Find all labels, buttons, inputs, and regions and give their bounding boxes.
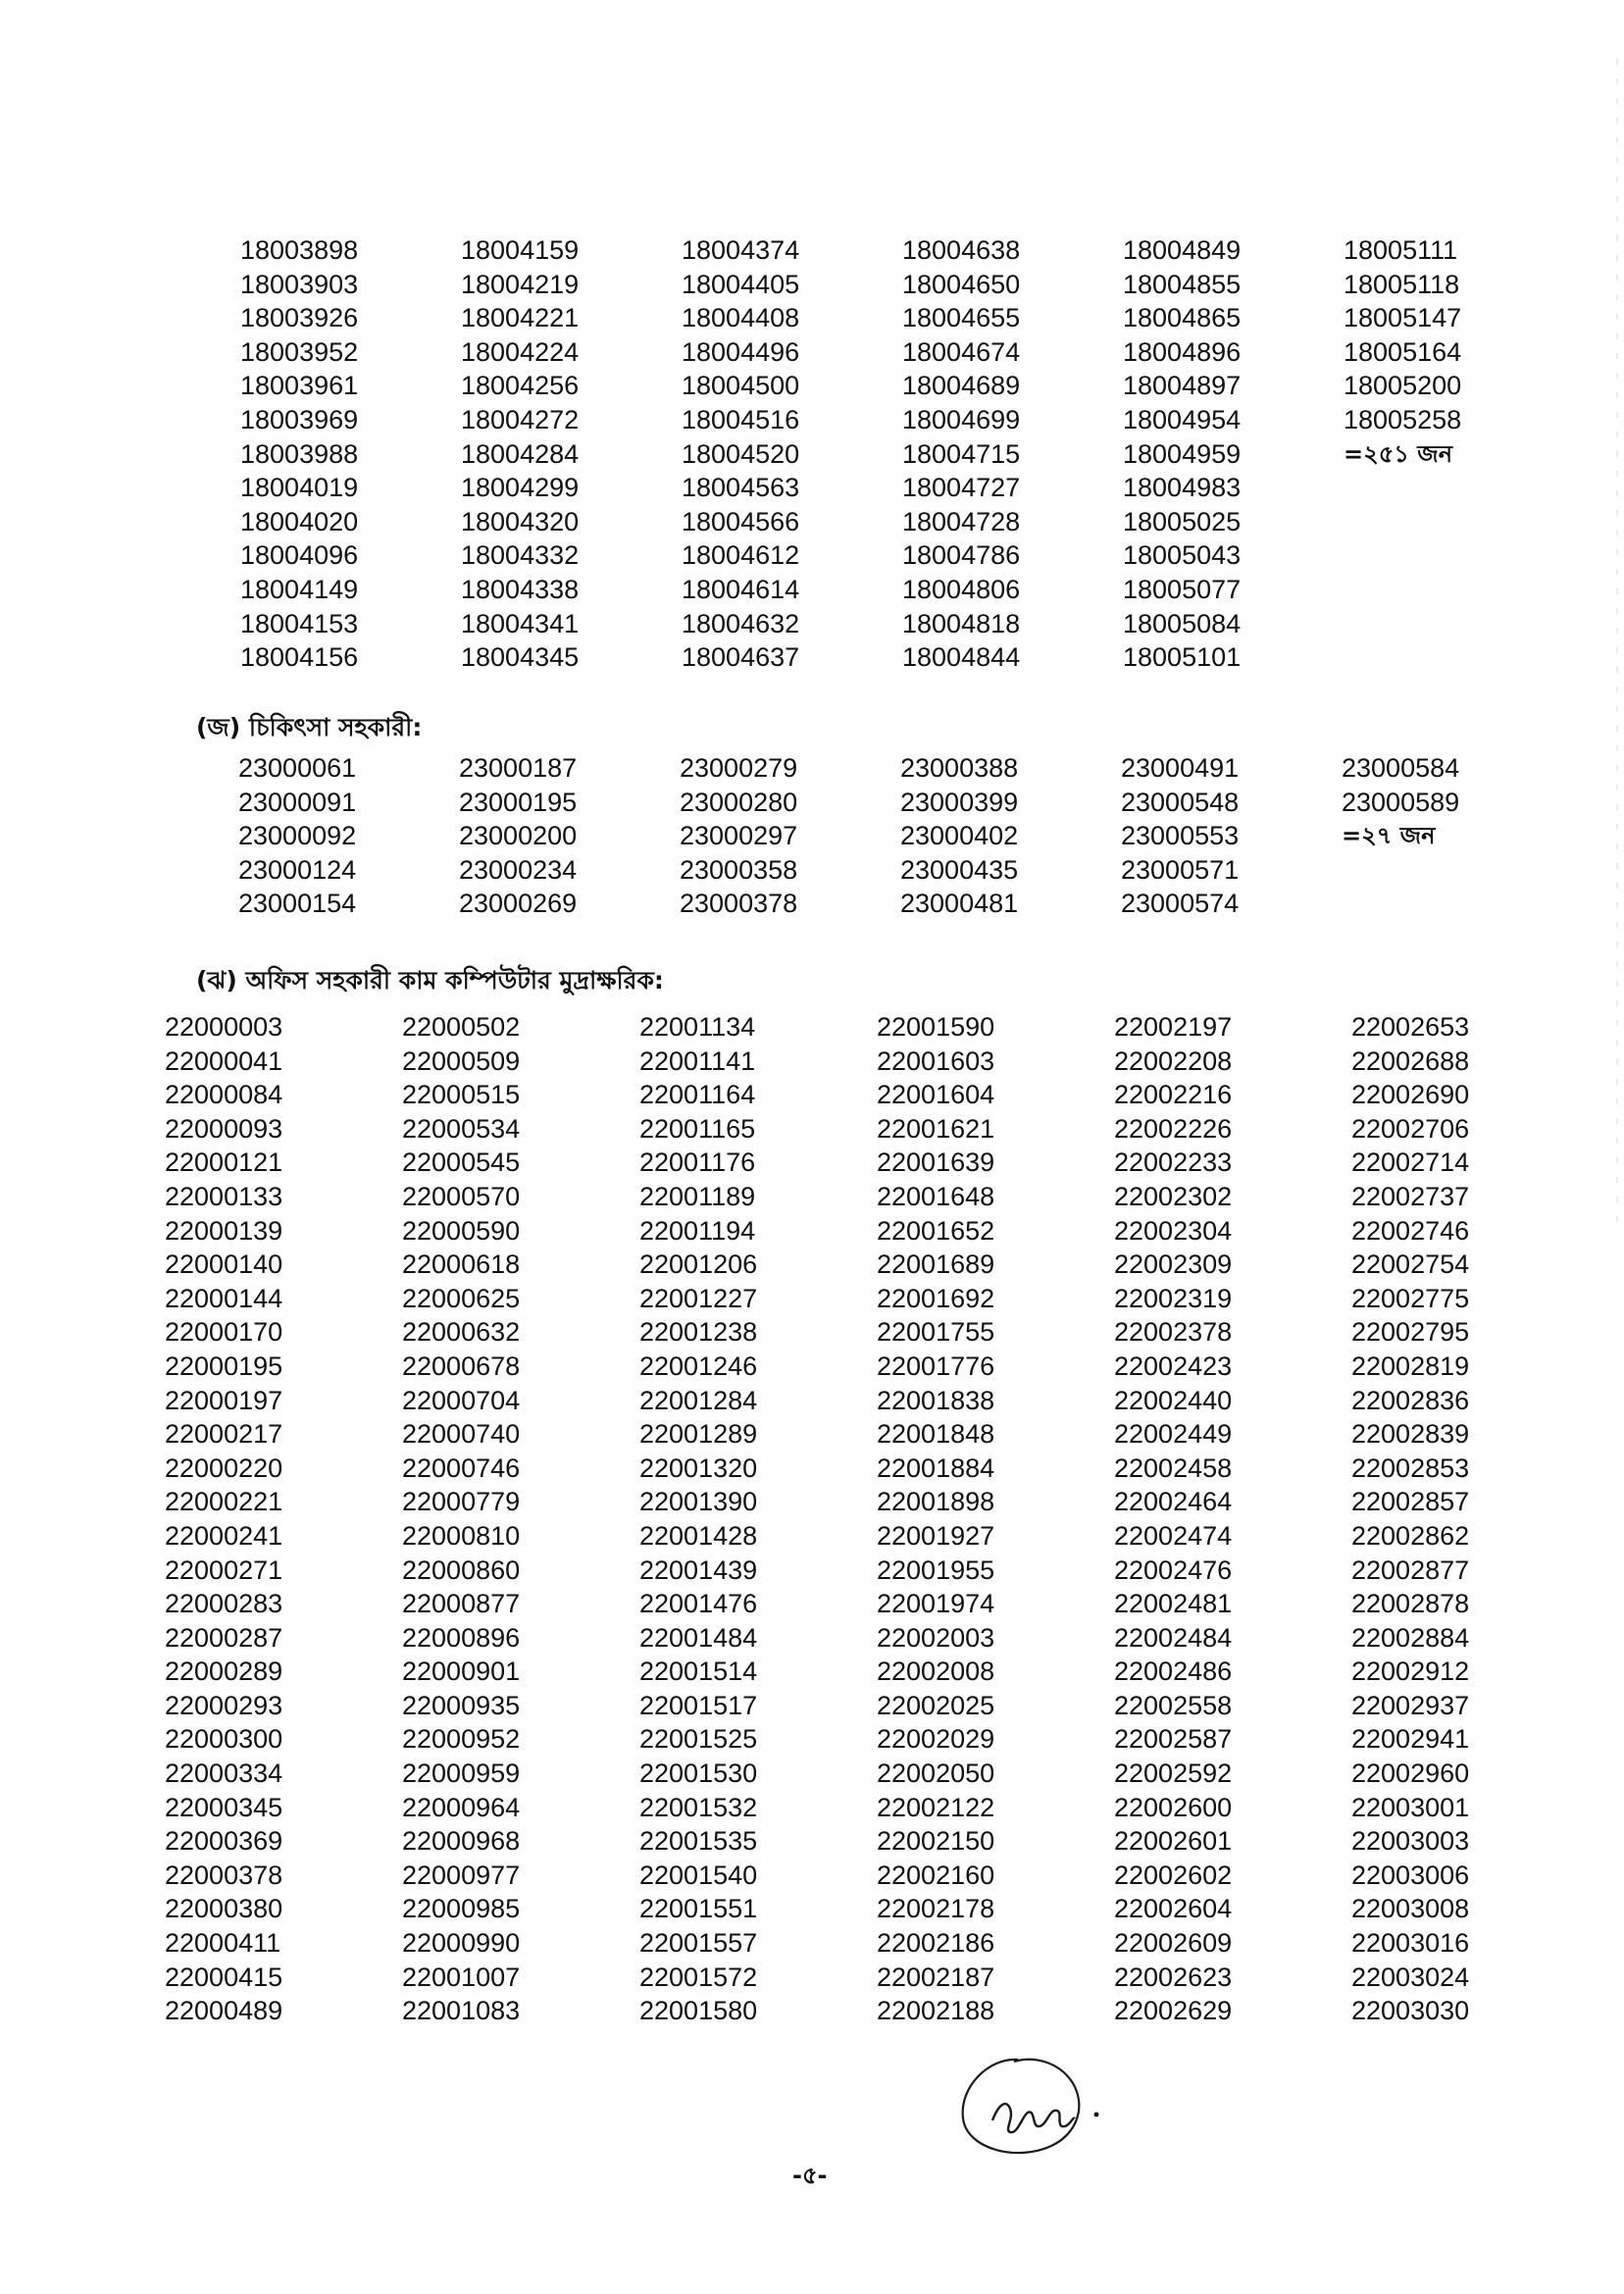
- roll-number-cell: 18004612: [682, 540, 800, 571]
- roll-number-cell: 23000234: [459, 854, 578, 885]
- roll-number-cell: 22002592: [1114, 1759, 1233, 1789]
- roll-number-cell: 22002440: [1114, 1385, 1233, 1415]
- roll-number-cell: 22000964: [402, 1792, 521, 1822]
- roll-number-cell: 22001189: [639, 1181, 756, 1211]
- roll-number-cell: 22001974: [877, 1589, 995, 1619]
- roll-number-cell: 22000935: [402, 1690, 521, 1720]
- roll-number-cell: 22001551: [639, 1894, 758, 1924]
- roll-number-cell: 22001572: [639, 1962, 758, 1992]
- roll-number-cell: 18004566: [682, 506, 800, 536]
- roll-number-cell: 23000435: [900, 854, 1019, 885]
- roll-number-cell: 22002150: [877, 1826, 995, 1857]
- roll-number-cell: 22000901: [402, 1657, 521, 1687]
- roll-number-cell: 22000287: [165, 1622, 283, 1653]
- roll-number-grid-1: [240, 233, 1500, 675]
- roll-number-cell: 22002601: [1114, 1826, 1233, 1857]
- roll-number-cell: 22002688: [1351, 1045, 1470, 1076]
- roll-number-cell: 23000187: [459, 753, 578, 783]
- roll-number-cell: 23000548: [1121, 787, 1240, 817]
- roll-number-cell: 22002775: [1351, 1283, 1470, 1313]
- roll-number-cell: 22002160: [877, 1860, 995, 1890]
- roll-number-cell: 22002653: [1351, 1012, 1470, 1042]
- roll-number-cell: 22001590: [877, 1012, 995, 1042]
- roll-number-cell: 22001652: [877, 1215, 995, 1246]
- roll-number-cell: 22001284: [639, 1385, 758, 1415]
- roll-number-cell: 18004159: [461, 235, 580, 265]
- roll-number-cell: 22000220: [165, 1453, 283, 1483]
- roll-number-cell: 23000589: [1342, 787, 1460, 817]
- roll-number-cell: 22001164: [639, 1080, 756, 1110]
- roll-number-cell: 22002481: [1114, 1589, 1233, 1619]
- roll-number-cell: 22000545: [402, 1147, 521, 1178]
- empty-cell: [1344, 538, 1500, 573]
- roll-number-cell: 22000515: [402, 1080, 521, 1110]
- roll-number-cell: 18005164: [1344, 336, 1462, 367]
- roll-number-cell: 22000334: [165, 1759, 283, 1789]
- roll-number-cell: 18004637: [682, 642, 800, 673]
- roll-number-cell: 18004806: [902, 574, 1021, 604]
- roll-number-cell: 22000632: [402, 1317, 521, 1348]
- roll-number-cell: 22002836: [1351, 1385, 1470, 1415]
- roll-number-cell: 22000509: [402, 1045, 521, 1076]
- roll-number-cell: 23000269: [459, 889, 578, 919]
- roll-number-cell: 22002600: [1114, 1792, 1233, 1822]
- roll-number-cell: 23000279: [680, 753, 798, 783]
- roll-number-cell: 22001580: [639, 1996, 758, 2026]
- roll-number-cell: 22002464: [1114, 1487, 1233, 1517]
- roll-number-cell: 18004345: [461, 642, 580, 673]
- roll-number-cell: 22002602: [1114, 1860, 1233, 1890]
- roll-number-cell: 18003961: [240, 371, 359, 401]
- roll-number-cell: 22001838: [877, 1385, 995, 1415]
- roll-number-cell: 23000195: [459, 787, 578, 817]
- roll-number-cell: 23000200: [459, 821, 578, 851]
- roll-number-cell: 22001532: [639, 1792, 758, 1822]
- roll-number-cell: 18004153: [240, 608, 359, 638]
- roll-number-cell: 22001320: [639, 1453, 758, 1483]
- roll-number-cell: 18004896: [1123, 336, 1242, 367]
- roll-number-cell: 18004516: [682, 404, 800, 434]
- roll-number-cell: 22000570: [402, 1181, 521, 1211]
- roll-number-cell: 22000810: [402, 1520, 521, 1551]
- roll-number-cell: 22002839: [1351, 1419, 1470, 1450]
- roll-number-cell: 22000293: [165, 1690, 283, 1720]
- roll-number-cell: 22000300: [165, 1724, 283, 1755]
- roll-number-cell: 22002476: [1114, 1555, 1233, 1585]
- roll-number-cell: 22001927: [877, 1520, 995, 1551]
- roll-number-cell: 18004299: [461, 473, 580, 503]
- roll-number-cell: 18004954: [1123, 404, 1242, 434]
- roll-number-cell: 18004332: [461, 540, 580, 571]
- roll-number-cell: 22000378: [165, 1860, 283, 1890]
- roll-number-cell: 22000415: [165, 1962, 283, 1992]
- roll-number-cell: 22002878: [1351, 1589, 1470, 1619]
- roll-number-cell: 22001848: [877, 1419, 995, 1450]
- roll-number-cell: 22000779: [402, 1487, 521, 1517]
- roll-number-cell: 18004638: [902, 235, 1021, 265]
- empty-cell: [1342, 853, 1498, 888]
- roll-number-cell: 18004520: [682, 438, 800, 469]
- empty-cell: [1342, 887, 1498, 921]
- roll-number-cell: 22001692: [877, 1283, 995, 1313]
- roll-number-cell: 18003969: [240, 404, 359, 434]
- roll-number-cell: 22002188: [877, 1996, 995, 2026]
- roll-number-cell: 22000977: [402, 1860, 521, 1890]
- roll-number-cell: 22001514: [639, 1657, 758, 1687]
- roll-number-cell: 22002884: [1351, 1622, 1470, 1653]
- roll-number-cell: 22000411: [165, 1928, 281, 1959]
- roll-number-cell: 22000990: [402, 1928, 521, 1959]
- roll-number-cell: 22000489: [165, 1996, 283, 2026]
- roll-number-cell: 22001776: [877, 1351, 995, 1381]
- roll-number-cell: 22000289: [165, 1657, 283, 1687]
- roll-number-cell: 22001535: [639, 1826, 758, 1857]
- roll-number-cell: 22001083: [402, 1996, 521, 2026]
- roll-number-cell: 22002050: [877, 1759, 995, 1789]
- roll-number-cell: 22002746: [1351, 1215, 1470, 1246]
- roll-number-cell: 22001604: [877, 1080, 995, 1110]
- roll-number-cell: 22002008: [877, 1657, 995, 1687]
- section-total: =২৫১ জন: [1344, 439, 1453, 468]
- roll-number-cell: 18005118: [1344, 269, 1460, 299]
- section-heading-office-assistant: (ঝ) অফিস সহকারী কাম কম্পিউটার মুদ্রাক্ষরিক:: [196, 966, 664, 994]
- roll-number-cell: 22000140: [165, 1249, 283, 1280]
- empty-cell: [1344, 505, 1500, 539]
- roll-number-cell: 22001007: [402, 1962, 521, 1992]
- roll-number-cell: 22000860: [402, 1555, 521, 1585]
- roll-number-cell: 22002486: [1114, 1657, 1233, 1687]
- roll-number-cell: 22000345: [165, 1792, 283, 1822]
- roll-number-cell: 22000877: [402, 1589, 521, 1619]
- roll-number-cell: 22000740: [402, 1419, 521, 1450]
- roll-number-cell: 22003001: [1351, 1792, 1470, 1822]
- roll-number-cell: 22002029: [877, 1724, 995, 1755]
- roll-number-cell: 22001955: [877, 1555, 995, 1585]
- section-total: =২৭ জন: [1342, 822, 1436, 850]
- roll-number-cell: 23000297: [680, 821, 798, 851]
- roll-number-cell: 22002197: [1114, 1012, 1233, 1042]
- roll-number-cell: 22000625: [402, 1283, 521, 1313]
- roll-number-cell: 18004655: [902, 303, 1021, 333]
- roll-number-cell: 22000195: [165, 1351, 283, 1381]
- roll-number-cell: 18004496: [682, 336, 800, 367]
- roll-number-cell: 18004614: [682, 574, 800, 604]
- roll-number-cell: 22002187: [877, 1962, 995, 1992]
- roll-number-cell: 22001898: [877, 1487, 995, 1517]
- roll-number-cell: 22002003: [877, 1622, 995, 1653]
- roll-number-cell: 18004219: [461, 269, 580, 299]
- roll-number-cell: 22002690: [1351, 1080, 1470, 1110]
- roll-number-cell: 22001176: [639, 1147, 756, 1178]
- roll-number-cell: 22000041: [165, 1045, 283, 1076]
- roll-number-cell: 22000590: [402, 1215, 521, 1246]
- roll-number-cell: 22000217: [165, 1419, 283, 1450]
- roll-number-cell: 23000358: [680, 854, 798, 885]
- roll-number-cell: 18005147: [1344, 303, 1462, 333]
- roll-number-cell: 18004959: [1123, 438, 1242, 469]
- roll-number-cell: 22002629: [1114, 1996, 1233, 2026]
- roll-number-cell: 22000968: [402, 1826, 521, 1857]
- roll-number-cell: 23000574: [1121, 889, 1240, 919]
- roll-number-cell: 18004674: [902, 336, 1021, 367]
- scan-edge-marks: [1614, 59, 1620, 1236]
- roll-number-cell: 18004818: [902, 608, 1021, 638]
- roll-number-cell: 18004338: [461, 574, 580, 604]
- roll-number-cell: 22000369: [165, 1826, 283, 1857]
- roll-number-cell: 22001194: [639, 1215, 756, 1246]
- roll-number-cell: 22002458: [1114, 1453, 1233, 1483]
- roll-number-cell: 18004849: [1123, 235, 1242, 265]
- roll-number-cell: 22000959: [402, 1759, 521, 1789]
- roll-number-cell: 18004786: [902, 540, 1021, 571]
- roll-number-cell: 23000553: [1121, 821, 1240, 851]
- signature-image: [949, 2048, 1116, 2166]
- roll-number-cell: 18003926: [240, 303, 359, 333]
- roll-number-cell: 22001390: [639, 1487, 758, 1517]
- roll-number-cell: 22002604: [1114, 1894, 1233, 1924]
- roll-number-cell: 22002423: [1114, 1351, 1233, 1381]
- roll-number-cell: 22002795: [1351, 1317, 1470, 1348]
- roll-number-cell: 18004727: [902, 473, 1021, 503]
- roll-number-cell: 22000003: [165, 1012, 283, 1042]
- roll-number-cell: 22002025: [877, 1690, 995, 1720]
- roll-number-cell: 22001755: [877, 1317, 995, 1348]
- roll-number-cell: 22000144: [165, 1283, 283, 1313]
- roll-number-cell: 23000402: [900, 821, 1019, 851]
- roll-number-cell: 22002178: [877, 1894, 995, 1924]
- roll-number-cell: 22002853: [1351, 1453, 1470, 1483]
- roll-number-cell: 18004689: [902, 371, 1021, 401]
- roll-number-cell: 23000378: [680, 889, 798, 919]
- roll-number-cell: 23000481: [900, 889, 1019, 919]
- roll-number-cell: 22001165: [639, 1113, 756, 1144]
- empty-cell: [1344, 471, 1500, 505]
- roll-number-cell: 18004897: [1123, 371, 1242, 401]
- page-number: -৫-: [792, 2162, 828, 2189]
- roll-number-cell: 22001648: [877, 1181, 995, 1211]
- roll-number-grid-2: [238, 751, 1498, 921]
- roll-number-cell: 22001540: [639, 1860, 758, 1890]
- roll-number-cell: 22002449: [1114, 1419, 1233, 1450]
- roll-number-cell: 22001884: [877, 1453, 995, 1483]
- roll-number-cell: 22001484: [639, 1622, 758, 1653]
- roll-number-cell: 22000197: [165, 1385, 283, 1415]
- roll-number-cell: 22001238: [639, 1317, 758, 1348]
- roll-number-cell: 22002609: [1114, 1928, 1233, 1959]
- roll-number-cell: 18004019: [240, 473, 359, 503]
- roll-number-cell: 22000170: [165, 1317, 283, 1348]
- roll-number-cell: 22003016: [1351, 1928, 1470, 1959]
- roll-number-cell: 22002208: [1114, 1045, 1233, 1076]
- roll-number-cell: 18003898: [240, 235, 359, 265]
- roll-number-cell: 18005200: [1344, 371, 1462, 401]
- roll-number-cell: 22001557: [639, 1928, 758, 1959]
- roll-number-cell: 18005025: [1123, 506, 1242, 536]
- roll-number-cell: 22001689: [877, 1249, 995, 1280]
- roll-number-cell: 23000092: [238, 821, 357, 851]
- roll-number-cell: 23000154: [238, 889, 357, 919]
- roll-number-cell: 22002484: [1114, 1622, 1233, 1653]
- roll-number-cell: 22003006: [1351, 1860, 1470, 1890]
- roll-number-cell: 18004405: [682, 269, 800, 299]
- roll-number-cell: 23000491: [1121, 753, 1240, 783]
- roll-number-cell: 18004020: [240, 506, 359, 536]
- roll-number-cell: 18004149: [240, 574, 359, 604]
- roll-number-cell: 23000091: [238, 787, 357, 817]
- roll-number-cell: 22000502: [402, 1012, 521, 1042]
- roll-number-cell: 22001227: [639, 1283, 758, 1313]
- roll-number-cell: 22000534: [402, 1113, 521, 1144]
- roll-number-cell: 22002304: [1114, 1215, 1233, 1246]
- roll-number-cell: 22002862: [1351, 1520, 1470, 1551]
- roll-number-cell: 22001206: [639, 1249, 758, 1280]
- roll-number-cell: 22001517: [639, 1690, 758, 1720]
- roll-number-cell: 22001134: [639, 1012, 756, 1042]
- roll-number-cell: 22002754: [1351, 1249, 1470, 1280]
- roll-number-cell: 18005111: [1344, 235, 1458, 265]
- roll-number-cell: 22002960: [1351, 1759, 1470, 1789]
- roll-number-cell: 22000618: [402, 1249, 521, 1280]
- roll-number-cell: 22001525: [639, 1724, 758, 1755]
- roll-number-cell: 22000704: [402, 1385, 521, 1415]
- roll-number-cell: 23000061: [238, 753, 357, 783]
- roll-number-cell: 22000139: [165, 1215, 283, 1246]
- roll-number-cell: 23000571: [1121, 854, 1240, 885]
- roll-number-cell: 22003030: [1351, 1996, 1470, 2026]
- roll-number-cell: 22000271: [165, 1555, 283, 1585]
- roll-number-cell: 18004500: [682, 371, 800, 401]
- roll-number-cell: 18004374: [682, 235, 800, 265]
- roll-number-cell: 18004844: [902, 642, 1021, 673]
- roll-number-cell: 18003903: [240, 269, 359, 299]
- roll-number-cell: 22000084: [165, 1080, 283, 1110]
- roll-number-cell: 23000388: [900, 753, 1019, 783]
- roll-number-cell: 22002378: [1114, 1317, 1233, 1348]
- roll-number-cell: 18004408: [682, 303, 800, 333]
- roll-number-cell: 22000241: [165, 1520, 283, 1551]
- roll-number-cell: 22001439: [639, 1555, 758, 1585]
- roll-number-cell: 22002186: [877, 1928, 995, 1959]
- roll-number-cell: 22000133: [165, 1181, 283, 1211]
- roll-number-cell: 23000399: [900, 787, 1019, 817]
- roll-number-cell: 18004320: [461, 506, 580, 536]
- roll-number-cell: 22002623: [1114, 1962, 1233, 1992]
- roll-number-cell: 18004156: [240, 642, 359, 673]
- roll-number-cell: 22002912: [1351, 1657, 1470, 1687]
- roll-number-cell: 22001141: [639, 1045, 756, 1076]
- roll-number-cell: 18004256: [461, 371, 580, 401]
- roll-number-cell: 22002474: [1114, 1520, 1233, 1551]
- roll-number-cell: 18005084: [1123, 608, 1242, 638]
- roll-number-cell: 22000283: [165, 1589, 283, 1619]
- roll-number-cell: 22002737: [1351, 1181, 1470, 1211]
- roll-number-cell: 22000985: [402, 1894, 521, 1924]
- roll-number-cell: 18005043: [1123, 540, 1242, 571]
- roll-number-cell: 18004983: [1123, 473, 1242, 503]
- roll-number-cell: 18004865: [1123, 303, 1242, 333]
- roll-number-cell: 18004715: [902, 438, 1021, 469]
- empty-cell: [1344, 573, 1500, 607]
- roll-number-cell: 22002877: [1351, 1555, 1470, 1585]
- roll-number-cell: 22001639: [877, 1147, 995, 1178]
- roll-number-cell: 18005077: [1123, 574, 1242, 604]
- roll-number-cell: 18004699: [902, 404, 1021, 434]
- roll-number-cell: 22000896: [402, 1622, 521, 1653]
- roll-number-cell: 18004096: [240, 540, 359, 571]
- roll-number-cell: 18004284: [461, 438, 580, 469]
- roll-number-cell: 22002941: [1351, 1724, 1470, 1755]
- roll-number-cell: 22002309: [1114, 1249, 1233, 1280]
- roll-number-cell: 22000121: [165, 1147, 283, 1178]
- roll-number-cell: 18003988: [240, 438, 359, 469]
- roll-number-cell: 18004728: [902, 506, 1021, 536]
- roll-number-cell: 22002122: [877, 1792, 995, 1822]
- roll-number-cell: 22002587: [1114, 1724, 1233, 1755]
- roll-number-cell: 18005101: [1123, 642, 1242, 673]
- roll-number-cell: 22000678: [402, 1351, 521, 1381]
- roll-number-cell: 22000221: [165, 1487, 283, 1517]
- roll-number-cell: 22002714: [1351, 1147, 1470, 1178]
- roll-number-grid-3: [165, 1010, 1548, 2028]
- roll-number-cell: 22002857: [1351, 1487, 1470, 1517]
- roll-number-cell: 22002937: [1351, 1690, 1470, 1720]
- roll-number-cell: 18004650: [902, 269, 1021, 299]
- empty-cell: [1344, 607, 1500, 641]
- roll-number-cell: 22002819: [1351, 1351, 1470, 1381]
- roll-number-cell: 22000380: [165, 1894, 283, 1924]
- roll-number-cell: 22003024: [1351, 1962, 1470, 1992]
- roll-number-cell: 22003003: [1351, 1826, 1470, 1857]
- roll-number-cell: 22001246: [639, 1351, 758, 1381]
- roll-number-cell: 23000280: [680, 787, 798, 817]
- roll-number-cell: 23000124: [238, 854, 357, 885]
- roll-number-cell: 22000093: [165, 1113, 283, 1144]
- roll-number-cell: 22001603: [877, 1045, 995, 1076]
- roll-number-cell: 18004221: [461, 303, 580, 333]
- roll-number-cell: 18004224: [461, 336, 580, 367]
- roll-number-cell: 22002558: [1114, 1690, 1233, 1720]
- roll-number-cell: 22002319: [1114, 1283, 1233, 1313]
- roll-number-cell: 18003952: [240, 336, 359, 367]
- roll-number-cell: 18004341: [461, 608, 580, 638]
- roll-number-cell: 22003008: [1351, 1894, 1470, 1924]
- roll-number-cell: 22002233: [1114, 1147, 1233, 1178]
- roll-number-cell: 22002226: [1114, 1113, 1233, 1144]
- roll-number-cell: 18004563: [682, 473, 800, 503]
- roll-number-cell: 22002216: [1114, 1080, 1233, 1110]
- roll-number-cell: 22001621: [877, 1113, 995, 1144]
- roll-number-cell: 22000952: [402, 1724, 521, 1755]
- roll-number-cell: 18004272: [461, 404, 580, 434]
- roll-number-cell: 18005258: [1344, 404, 1462, 434]
- roll-number-cell: 22001530: [639, 1759, 758, 1789]
- roll-number-cell: 18004632: [682, 608, 800, 638]
- roll-number-cell: 22000746: [402, 1453, 521, 1483]
- roll-number-cell: 22001476: [639, 1589, 758, 1619]
- roll-number-cell: 23000584: [1342, 753, 1460, 783]
- roll-number-cell: 22001289: [639, 1419, 758, 1450]
- empty-cell: [1344, 640, 1500, 675]
- section-heading-medical-assistant: (জ) চিকিৎসা সহকারী:: [196, 713, 423, 741]
- roll-number-cell: 22002706: [1351, 1113, 1470, 1144]
- roll-number-cell: 18004855: [1123, 269, 1242, 299]
- roll-number-cell: 22002302: [1114, 1181, 1233, 1211]
- roll-number-cell: 22001428: [639, 1520, 758, 1551]
